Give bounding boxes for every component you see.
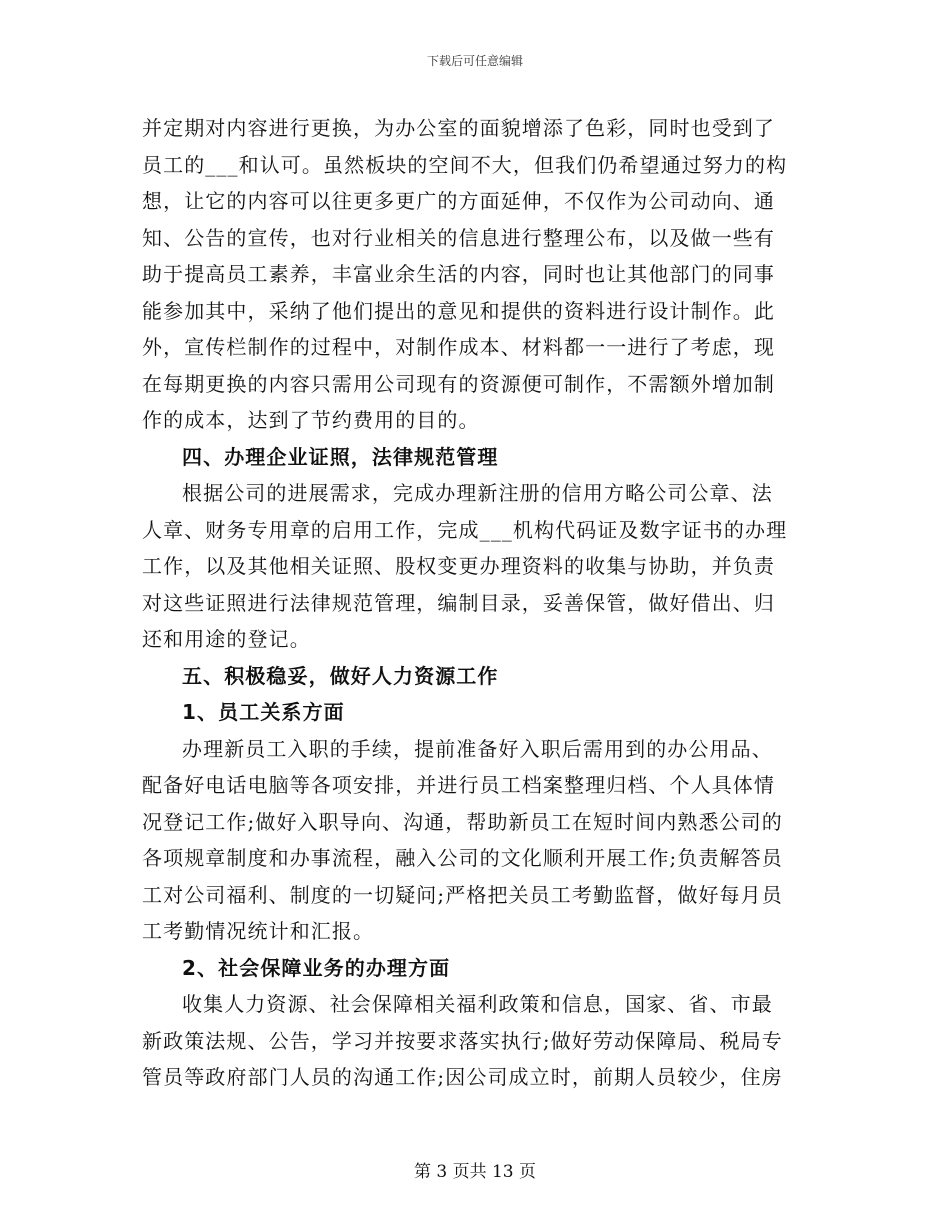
paragraph-line: 新政策法规、公告，学习并按要求落实执行;做好劳动保障局、税局专 [142, 1028, 783, 1053]
paragraph-line: 还和用途的登记。 [142, 627, 311, 651]
paragraph-line: 员工的___和认可。虽然板块的空间不大，但我们仍希望通过努力的构 [142, 152, 788, 177]
section-heading: 1、员工关系方面 [182, 700, 345, 724]
paragraph-line: 对这些证照进行法律规范管理，编制目录，妥善保管，做好借出、归 [142, 590, 775, 615]
paragraph-line: 想，让它的内容可以往更多更广的方面延伸，不仅作为公司动向、通 [142, 189, 775, 213]
paragraph-line: 各项规章制度和办事流程，融入公司的文化顺利开展工作;负责解答员 [142, 846, 783, 870]
section-heading: 四、办理企业证照，法律规范管理 [182, 444, 499, 469]
paragraph-line: 助于提高员工素养，丰富业余生活的内容，同时也让其他部门的同事 [142, 262, 775, 286]
paragraph-line: 管员等政府部门人员的沟通工作;因公司成立时，前期人员较少，住房 [142, 1065, 783, 1089]
page-footer: 第 3 页共 13 页 [413, 1162, 537, 1182]
paragraph-line: 工对公司福利、制度的一切疑问;严格把关员工考勤监督，做好每月员 [142, 882, 783, 907]
paragraph-line: 办理新员工入职的手续，提前准备好入职后需用到的办公用品、 [182, 736, 773, 761]
paragraph-line: 知、公告的宣传，也对行业相关的信息进行整理公布，以及做一些有 [142, 225, 775, 250]
paragraph-line: 作的成本，达到了节约费用的目的。 [142, 408, 480, 432]
section-heading: 2、社会保障业务的办理方面 [182, 955, 451, 980]
paragraph-line: 能参加其中，采纳了他们提出的意见和提供的资料进行设计制作。此 [142, 298, 775, 323]
document-body [142, 110, 810, 1096]
paragraph-line: 在每期更换的内容只需用公司现有的资源便可制作，不需额外增加制 [142, 371, 775, 396]
paragraph-line: 配备好电话电脑等各项安排，并进行员工档案整理归档、个人具体情 [142, 773, 775, 797]
paragraph-line: 收集人力资源、社会保障相关福利政策和信息，国家、省、市最 [182, 992, 773, 1016]
paragraph-line: 况登记工作;做好入职导向、沟通，帮助新员工在短时间内熟悉公司的 [142, 809, 783, 834]
paragraph-line: 外，宣传栏制作的过程中，对制作成本、材料都一一进行了考虑，现 [142, 335, 775, 359]
paragraph-line: 工考勤情况统计和汇报。 [142, 919, 375, 943]
paragraph-line: 并定期对内容进行更换，为办公室的面貌增添了色彩，同时也受到了 [142, 116, 775, 140]
section-heading: 五、积极稳妥，做好人力资源工作 [182, 663, 499, 688]
paragraph-line: 人章、财务专用章的启用工作，完成___机构代码证及数字证书的办理 [142, 517, 788, 542]
page-header: 下载后可任意编辑 [426, 54, 523, 68]
paragraph-line: 工作，以及其他相关证照、股权变更办理资料的收集与协助，并负责 [142, 554, 775, 578]
paragraph-line: 根据公司的进展需求，完成办理新注册的信用方略公司公章、法 [182, 481, 773, 505]
